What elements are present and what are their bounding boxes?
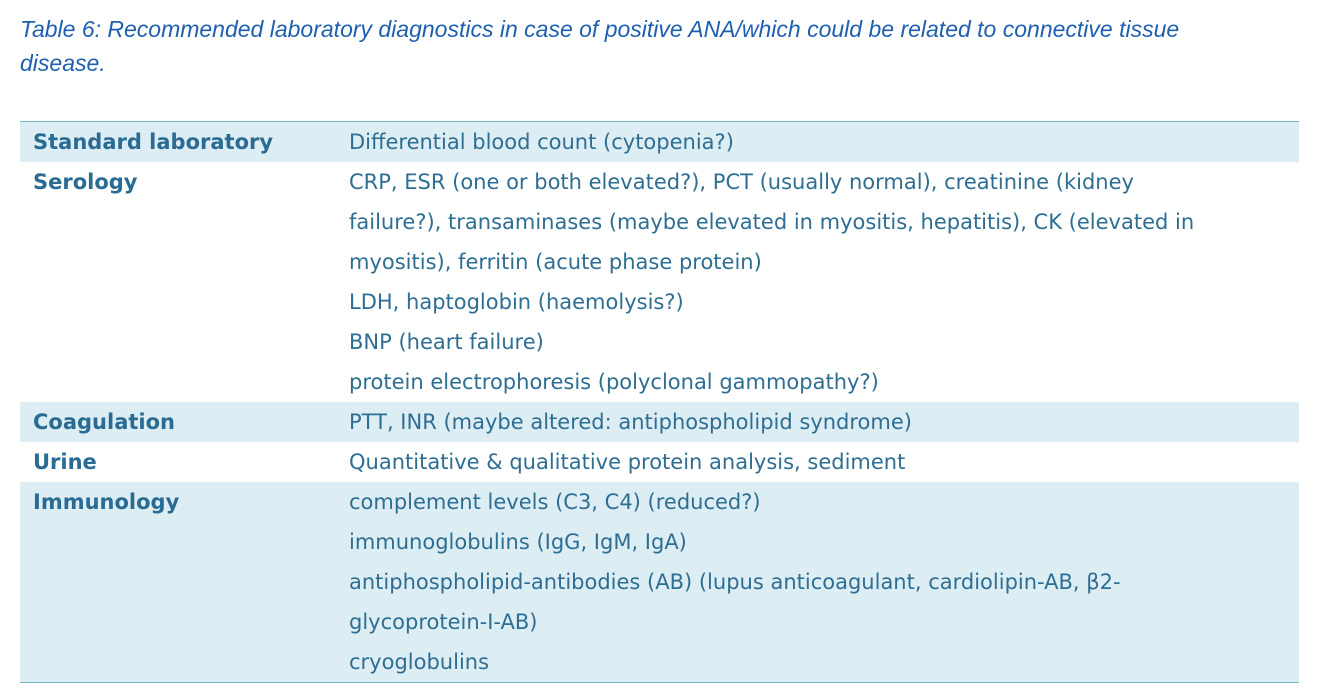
- description-line: immunoglobulins (IgG, IgM, IgA): [349, 530, 687, 554]
- row-category: Immunology: [33, 490, 180, 514]
- table-row: [20, 402, 1299, 442]
- table-row: [20, 122, 1299, 162]
- row-description: [349, 162, 1299, 402]
- description-line: Quantitative & qualitative protein analysis, sediment: [349, 450, 906, 474]
- diagnostics-table: [20, 121, 1299, 683]
- caption-line-1: Table 6: Recommended laboratory diagnostics in case of positive ANA/which could be related to connective tissue: [20, 16, 1180, 42]
- description-line: glycoprotein-I-AB): [349, 610, 538, 634]
- table-row: [20, 162, 1299, 402]
- description-line: Differential blood count (cytopenia?): [349, 130, 734, 154]
- row-category: Coagulation: [33, 410, 175, 434]
- row-category: Standard laboratory: [33, 130, 274, 154]
- description-line: LDH, haptoglobin (haemolysis?): [349, 290, 684, 314]
- description-line: CRP, ESR (one or both elevated?), PCT (usually normal), creatinine (kidney: [349, 170, 1134, 194]
- row-description: [349, 442, 1299, 482]
- table-row: [20, 482, 1299, 682]
- description-line: complement levels (C3, C4) (reduced?): [349, 490, 761, 514]
- description-line: failure?), transaminases (maybe elevated in myositis, hepatitis), CK (elevated in: [349, 210, 1195, 234]
- row-description: [349, 402, 1299, 442]
- description-line: BNP (heart failure): [349, 330, 544, 354]
- description-line: protein electrophoresis (polyclonal gammopathy?): [349, 370, 879, 394]
- table-caption: [20, 12, 1316, 80]
- description-line: PTT, INR (maybe altered: antiphospholipid syndrome): [349, 410, 912, 434]
- row-description: [349, 482, 1299, 682]
- description-line: myositis), ferritin (acute phase protein): [349, 250, 762, 274]
- description-line: cryoglobulins: [349, 650, 490, 674]
- caption-line-2: disease.: [20, 50, 106, 76]
- row-description: [349, 122, 1299, 162]
- table-row: [20, 442, 1299, 482]
- row-category: Serology: [33, 170, 138, 194]
- description-line: antiphospholipid-antibodies (AB) (lupus anticoagulant, cardiolipin-AB, β2-: [349, 570, 1121, 594]
- row-category: Urine: [33, 450, 97, 474]
